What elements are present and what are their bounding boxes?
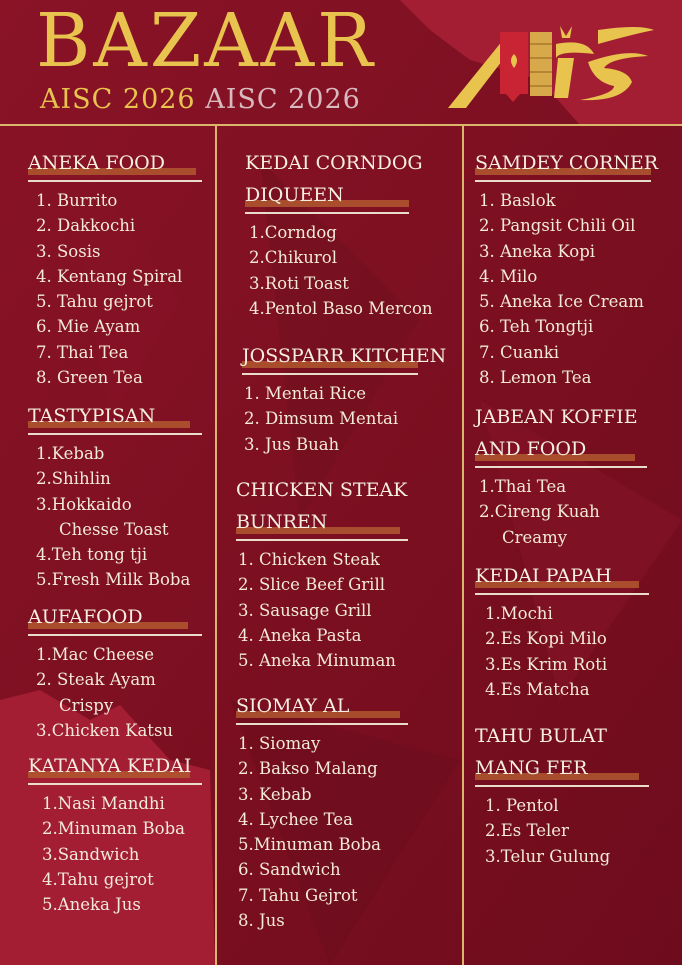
menu-item: 3. Kebab bbox=[238, 784, 312, 804]
menu-item: 4. Aneka Pasta bbox=[238, 625, 362, 645]
menu-item: 2.Minuman Boba bbox=[42, 819, 185, 839]
aisc-logo-icon bbox=[448, 22, 658, 110]
menu-item: 1.Corndog bbox=[249, 223, 337, 242]
menu-item: 5. Aneka Ice Cream bbox=[479, 292, 644, 312]
menu-item: 3.Chicken Katsu bbox=[36, 720, 174, 740]
stall-samdey-corner bbox=[475, 147, 658, 390]
stall-title: KEDAI PAPAH bbox=[475, 560, 649, 592]
event-subtitle bbox=[40, 84, 361, 115]
menu-item: 2. Slice Beef Grill bbox=[238, 575, 386, 595]
menu-item: 2. Bakso Malang bbox=[238, 759, 378, 779]
menu-item: 7. Cuanki bbox=[479, 342, 559, 362]
menu-item: 2. Dimsum Mentai bbox=[244, 409, 399, 429]
menu-item: 1. Chicken Steak bbox=[238, 550, 380, 569]
stall-katanya-kedai bbox=[28, 750, 202, 917]
menu-list bbox=[244, 381, 446, 457]
menu-list bbox=[36, 441, 202, 593]
menu-item: 8. Green Tea bbox=[36, 368, 143, 388]
menu-item: 3. Sosis bbox=[36, 241, 101, 261]
menu-item: 7. Thai Tea bbox=[36, 342, 129, 362]
stall-title: KATANYA KEDAI bbox=[28, 755, 192, 777]
stall-jabean-koffie bbox=[475, 401, 647, 550]
menu-item: 1.Thai Tea bbox=[479, 477, 567, 496]
menu-item: 5.Fresh Milk Boba bbox=[36, 570, 191, 590]
stall-kedai-papah bbox=[475, 560, 649, 702]
menu-item: 2. Dakkochi bbox=[36, 216, 136, 236]
menu-item: 3.Telur Gulung bbox=[485, 846, 611, 866]
menu-item: 5. Tahu gejrot bbox=[36, 292, 153, 312]
menu-list bbox=[485, 793, 649, 869]
menu-item: 3.Roti Toast bbox=[249, 273, 349, 293]
menu-item: 6. Teh Tongtji bbox=[479, 317, 594, 337]
menu-item: 3. Aneka Kopi bbox=[479, 241, 596, 261]
menu-item: 3.Sandwich bbox=[42, 844, 140, 864]
header-divider bbox=[0, 124, 682, 126]
stall-title: SIOMAY AL bbox=[236, 690, 408, 722]
stall-title: KEDAI CORNDOG bbox=[245, 152, 423, 174]
menu-item: 6. Sandwich bbox=[238, 860, 341, 880]
menu-item: 2.Cireng Kuah bbox=[479, 502, 600, 522]
menu-item: 7. Tahu Gejrot bbox=[238, 885, 358, 905]
stall-title: JOSSPARR KITCHEN bbox=[242, 345, 447, 367]
menu-list bbox=[36, 642, 202, 743]
header bbox=[0, 0, 682, 126]
menu-item: 4. Lychee Tea bbox=[238, 809, 353, 829]
menu-list bbox=[36, 188, 202, 390]
menu-list bbox=[479, 188, 658, 390]
menu-item: 3. Jus Buah bbox=[244, 434, 340, 454]
menu-item: 2. Pangsit Chili Oil bbox=[479, 216, 636, 236]
stall-title: ANEKA FOOD bbox=[28, 147, 202, 179]
menu-item: 1.Kebab bbox=[36, 444, 105, 463]
menu-item: 2.Es Teler bbox=[485, 821, 569, 841]
subtitle-primary: AISC 2026 bbox=[40, 84, 196, 115]
column-divider-right bbox=[462, 126, 464, 965]
menu-item: 1. Burrito bbox=[36, 191, 118, 210]
menu-item: 4.Pentol Baso Mercon bbox=[249, 298, 433, 318]
menu-item: 2.Chikurol bbox=[249, 248, 337, 268]
stall-aneka-food bbox=[28, 147, 202, 390]
stall-title-line2: BUNREN bbox=[236, 506, 408, 538]
menu-item: 1.Mac Cheese bbox=[36, 645, 154, 664]
menu-item: 2.Es Kopi Milo bbox=[485, 629, 607, 649]
menu-item: 1. Siomay bbox=[238, 734, 321, 753]
bazaar-title: BAZAAR bbox=[36, 0, 376, 84]
stall-title-line2: DIQUEEN bbox=[245, 179, 433, 211]
menu-item: 3.Es Krim Roti bbox=[485, 654, 608, 674]
menu-item: 4.Es Matcha bbox=[485, 679, 590, 699]
stall-title: CHICKEN STEAK bbox=[236, 479, 408, 501]
menu-item: 4. Milo bbox=[479, 266, 538, 286]
stall-title: JABEAN KOFFIE bbox=[475, 406, 638, 428]
menu-list bbox=[249, 220, 433, 321]
stall-chicken-steak-bunren bbox=[236, 474, 408, 673]
menu-item: 8. Lemon Tea bbox=[479, 368, 592, 388]
menu-item: 6. Mie Ayam bbox=[36, 317, 141, 337]
menu-item: 1. Pentol bbox=[485, 796, 559, 815]
menu-item: 5.Aneka Jus bbox=[42, 895, 141, 915]
menu-item: 5.Minuman Boba bbox=[238, 835, 381, 855]
menu-item: 8. Jus bbox=[238, 911, 285, 931]
stall-title: TASTYPISAN bbox=[28, 400, 202, 432]
stall-tastypisan bbox=[28, 400, 202, 593]
stall-josspar-kitchen bbox=[242, 340, 446, 457]
menu-item: 1.Nasi Mandhi bbox=[42, 794, 165, 813]
menu-list bbox=[42, 791, 202, 917]
menu-item: Crispy bbox=[59, 695, 114, 715]
menu-item: Creamy bbox=[502, 527, 568, 547]
menu-item: 4. Kentang Spiral bbox=[36, 266, 183, 286]
stall-title: SAMDEY CORNER bbox=[475, 152, 659, 174]
menu-item: 1. Mentai Rice bbox=[244, 384, 366, 403]
stall-siomay-al bbox=[236, 690, 408, 933]
menu-item: 3. Sausage Grill bbox=[238, 600, 372, 620]
menu-item: 1. Baslok bbox=[479, 191, 556, 210]
subtitle-echo: AISC 2026 bbox=[205, 84, 361, 115]
menu-list bbox=[485, 601, 649, 702]
menu-item: 1.Mochi bbox=[485, 604, 553, 623]
menu-item: 3.Hokkaido bbox=[36, 494, 132, 514]
stall-title: TAHU BULAT bbox=[475, 725, 607, 747]
menu-list bbox=[479, 474, 647, 550]
menu-item: 2.Shihlin bbox=[36, 469, 111, 489]
menu-item: Chesse Toast bbox=[59, 519, 169, 539]
menu-list bbox=[238, 547, 408, 673]
menu-list bbox=[238, 731, 408, 933]
menu-item: 5. Aneka Minuman bbox=[238, 651, 396, 671]
stall-title-line2: AND FOOD bbox=[475, 433, 647, 465]
menu-item: 4.Tahu gejrot bbox=[42, 869, 154, 889]
stall-aufafood bbox=[28, 601, 202, 743]
menu-item: 2. Steak Ayam bbox=[36, 670, 156, 690]
stall-kedai-corndog-diqueen bbox=[245, 147, 433, 321]
column-divider-left bbox=[215, 126, 217, 965]
stall-tahu-bulat-mang-fer bbox=[475, 720, 649, 869]
stall-title-line2: MANG FER bbox=[475, 752, 649, 784]
stall-title: AUFAFOOD bbox=[28, 601, 202, 633]
menu-item: 4.Teh tong tji bbox=[36, 545, 148, 565]
